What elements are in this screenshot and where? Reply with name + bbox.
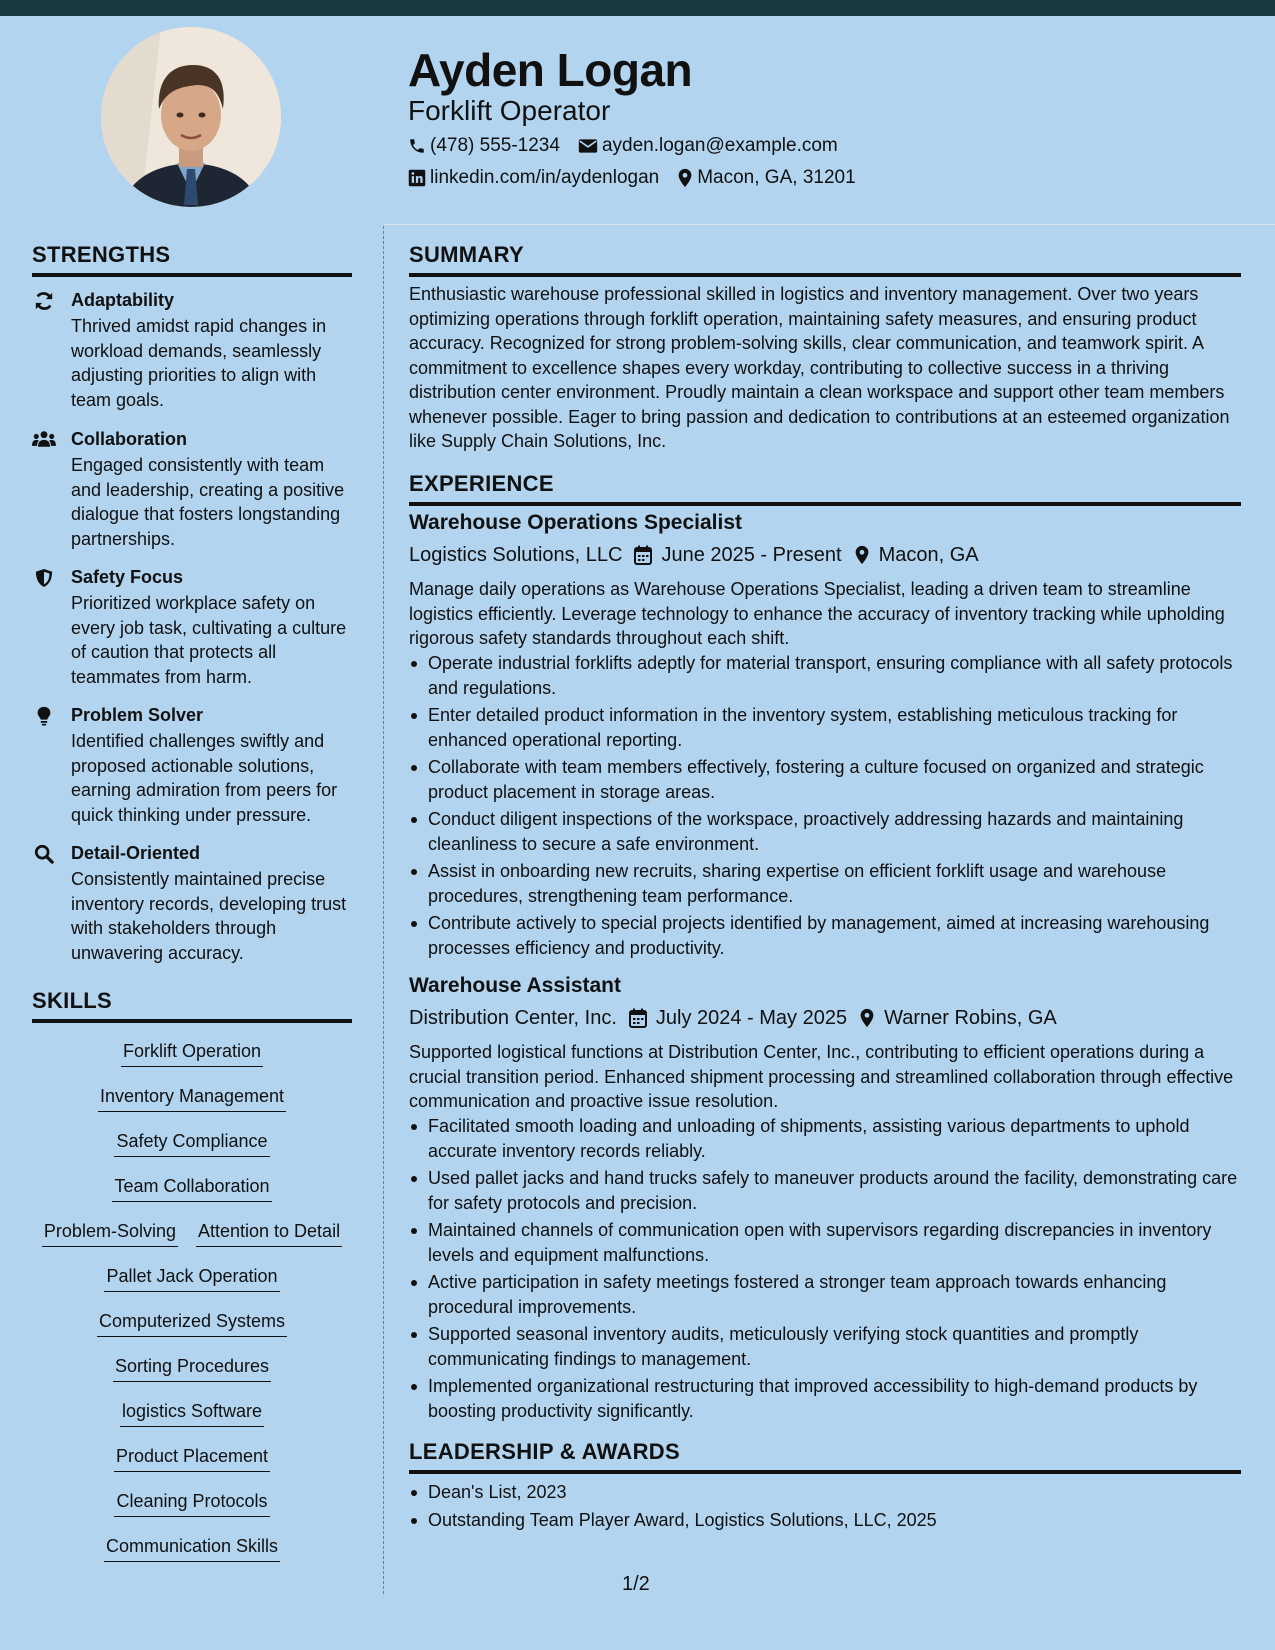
list-item: Contribute actively to special projects identified by management, aimed at increasing warehousing processes efficiency and productivity.: [409, 911, 1241, 960]
email-contact[interactable]: [578, 134, 838, 158]
email-text: ayden.logan@example.com: [601, 135, 838, 156]
experience-heading: EXPERIENCE: [409, 470, 1241, 506]
list-item: Outstanding Team Player Award, Logistics Solutions, LLC, 2025: [409, 1508, 1241, 1533]
strength-desc: Identified challenges swiftly and proposed actionable solutions, earning admiration from peers for quick thinking under pressure.: [71, 731, 338, 825]
linkedin-text: linkedin.com/in/aydenlogan: [430, 167, 660, 188]
skill-tag: logistics Software: [120, 1399, 264, 1427]
job-bullets: [409, 651, 1241, 963]
phone-text: (478) 555-1234: [430, 135, 560, 156]
job-role: Warehouse Assistant: [409, 974, 621, 997]
skill-row: [32, 1219, 352, 1247]
strength-desc: Engaged consistently with team and leadership, creating a positive dialogue that fosters longstanding partnerships.: [71, 455, 345, 549]
candidate-name: Ayden Logan: [408, 44, 693, 96]
job-meta: [409, 1005, 1241, 1031]
list-item: Conduct diligent inspections of the workspace, proactively addressing hazards and maintaining cleanliness to secure a safe environment.: [409, 807, 1241, 856]
list-item: Collaborate with team members effectively, fostering a culture focused on organized and strategic product placement in storage areas.: [409, 755, 1241, 804]
list-item: Dean's List, 2023: [409, 1480, 1241, 1505]
skill-row: [32, 1444, 352, 1472]
list-item: Assist in onboarding new recruits, sharing expertise on efficient forklift usage and warehouse procedures, strengthening team performance.: [409, 859, 1241, 908]
contact-row-1: [408, 134, 856, 158]
job-company: Distribution Center, Inc.: [409, 1007, 617, 1029]
job-meta: [409, 542, 1241, 568]
list-item: Maintained channels of communication open with supervisors regarding discrepancies in inventory levels and equipment malfunctions.: [409, 1218, 1241, 1267]
skill-row: [32, 1084, 352, 1112]
summary-text: Enthusiastic warehouse professional skilled in logistics and inventory management. Over two years optimizing operations through forklift operation, maintaining safety measures, and ensuring product accuracy. Recognized for strong problem-solving skills, clear communication, and teamwork spirit. A commitment to excellence shapes every workday, contributing to collective success in a thriving distribution center environment. Proudly maintain a clean workspace and support other team members whenever possible. Eager to bring passion and dedication to contributions at an esteemed organization like Supply Chain Solutions, Inc.: [409, 284, 1230, 451]
skill-tag: Cleaning Protocols: [114, 1489, 269, 1517]
job-dates: July 2024 - May 2025: [629, 1005, 847, 1031]
strength-item: [32, 427, 352, 551]
skill-row: [32, 1354, 352, 1382]
search-icon: [32, 844, 56, 864]
skill-tag: Team Collaboration: [112, 1174, 271, 1202]
top-accent-bar: [0, 0, 1275, 16]
profile-photo: [101, 27, 281, 207]
job-company: Logistics Solutions, LLC: [409, 544, 623, 566]
shield-icon: [32, 568, 56, 588]
list-item: Active participation in safety meetings fostered a stronger team approach towards enhancing procedural improvements.: [409, 1270, 1241, 1319]
calendar-icon: [634, 545, 652, 565]
skill-tag: Computerized Systems: [97, 1309, 287, 1337]
phone-icon: [408, 137, 426, 155]
strength-title: Problem Solver: [71, 705, 204, 725]
sync-icon: [32, 291, 56, 311]
calendar-icon: [629, 1008, 647, 1028]
job-role: Warehouse Operations Specialist: [409, 511, 742, 534]
skill-row: [32, 1264, 352, 1292]
skill-row: [32, 1399, 352, 1427]
job-location: Macon, GA: [854, 542, 979, 568]
column-divider: [383, 226, 384, 1594]
skill-tag: Pallet Jack Operation: [104, 1264, 279, 1292]
skill-tag: Communication Skills: [104, 1534, 280, 1562]
skill-row: [32, 1309, 352, 1337]
skill-row: [32, 1129, 352, 1157]
linkedin-icon: [408, 169, 426, 187]
envelope-icon: [578, 137, 598, 155]
skill-row: [32, 1174, 352, 1202]
job-location: Warner Robins, GA: [859, 1005, 1057, 1031]
awards-heading: LEADERSHIP & AWARDS: [409, 1438, 1241, 1474]
strength-desc: Thrived amidst rapid changes in workload demands, seamlessly adjusting priorities to align with team goals.: [71, 316, 327, 410]
strength-item: [32, 288, 352, 412]
page-number: 1/2: [622, 1573, 650, 1595]
strength-title: Safety Focus: [71, 567, 184, 587]
strength-title: Detail-Oriented: [71, 843, 201, 863]
strength-title: Adaptability: [71, 290, 175, 310]
strength-desc: Consistently maintained precise inventory records, developing trust with stakeholders through unwavering accuracy.: [71, 869, 347, 963]
list-item: Enter detailed product information in the inventory system, establishing meticulous tracking for enhanced operational reporting.: [409, 703, 1241, 752]
location-contact: [677, 166, 855, 190]
list-item: Facilitated smooth loading and unloading of shipments, assisting various departments to uphold accurate inventory records reliably.: [409, 1114, 1241, 1163]
strength-item: [32, 703, 352, 827]
summary-heading: SUMMARY: [409, 241, 1241, 277]
awards-list: [409, 1480, 1241, 1535]
job-bullets: [409, 1114, 1241, 1426]
job-description: Supported logistical functions at Distribution Center, Inc., contributing to efficient operations during a crucial transition period. Enhanced shipment processing and streamlined collaboration through effective communication and proactive issue resolution.: [409, 1042, 1234, 1111]
map-pin-icon: [854, 545, 870, 565]
list-item: Implemented organizational restructuring that improved accessibility to high-demand products by boosting productivity significantly.: [409, 1374, 1241, 1423]
users-icon: [32, 430, 56, 450]
skill-row: [32, 1489, 352, 1517]
list-item: Supported seasonal inventory audits, meticulously verifying stock quantities and promptly communicating findings to management.: [409, 1322, 1241, 1371]
skill-tag: Inventory Management: [98, 1084, 286, 1112]
location-text: Macon, GA, 31201: [697, 167, 856, 188]
strength-item: [32, 841, 352, 965]
skill-tag: Safety Compliance: [114, 1129, 269, 1157]
job-dates: June 2025 - Present: [634, 542, 841, 568]
phone-contact[interactable]: [408, 134, 560, 158]
linkedin-contact[interactable]: [408, 166, 659, 190]
skill-tag: Problem-Solving: [42, 1219, 178, 1247]
skills-heading: SKILLS: [32, 987, 352, 1023]
skill-tag: Product Placement: [114, 1444, 270, 1472]
skill-tag: Forklift Operation: [121, 1039, 263, 1067]
strength-item: [32, 565, 352, 689]
contact-row-2: [408, 166, 874, 190]
strength-title: Collaboration: [71, 429, 187, 449]
map-pin-icon: [859, 1008, 875, 1028]
header-divider: [384, 224, 1275, 225]
skill-tag: Attention to Detail: [196, 1219, 342, 1247]
map-pin-icon: [677, 168, 693, 188]
list-item: Operate industrial forklifts adeptly for material transport, ensuring compliance with all safety protocols and regulations.: [409, 651, 1241, 700]
skill-tag: Sorting Procedures: [113, 1354, 271, 1382]
lightbulb-icon: [32, 706, 56, 726]
list-item: Used pallet jacks and hand trucks safely to maneuver products around the facility, demonstrating care for safety protocols and precision.: [409, 1166, 1241, 1215]
candidate-title: Forklift Operator: [408, 95, 611, 126]
skill-row: [32, 1039, 352, 1067]
strengths-heading: STRENGTHS: [32, 241, 352, 277]
strength-desc: Prioritized workplace safety on every job task, cultivating a culture of caution that protects all teammates from harm.: [71, 593, 347, 687]
job-description: Manage daily operations as Warehouse Operations Specialist, leading a driven team to streamline logistics efficiently. Leverage technology to enhance the accuracy of inventory tracking while upholding rigorous safety standards throughout each shift.: [409, 579, 1225, 648]
skill-row: [32, 1534, 352, 1562]
